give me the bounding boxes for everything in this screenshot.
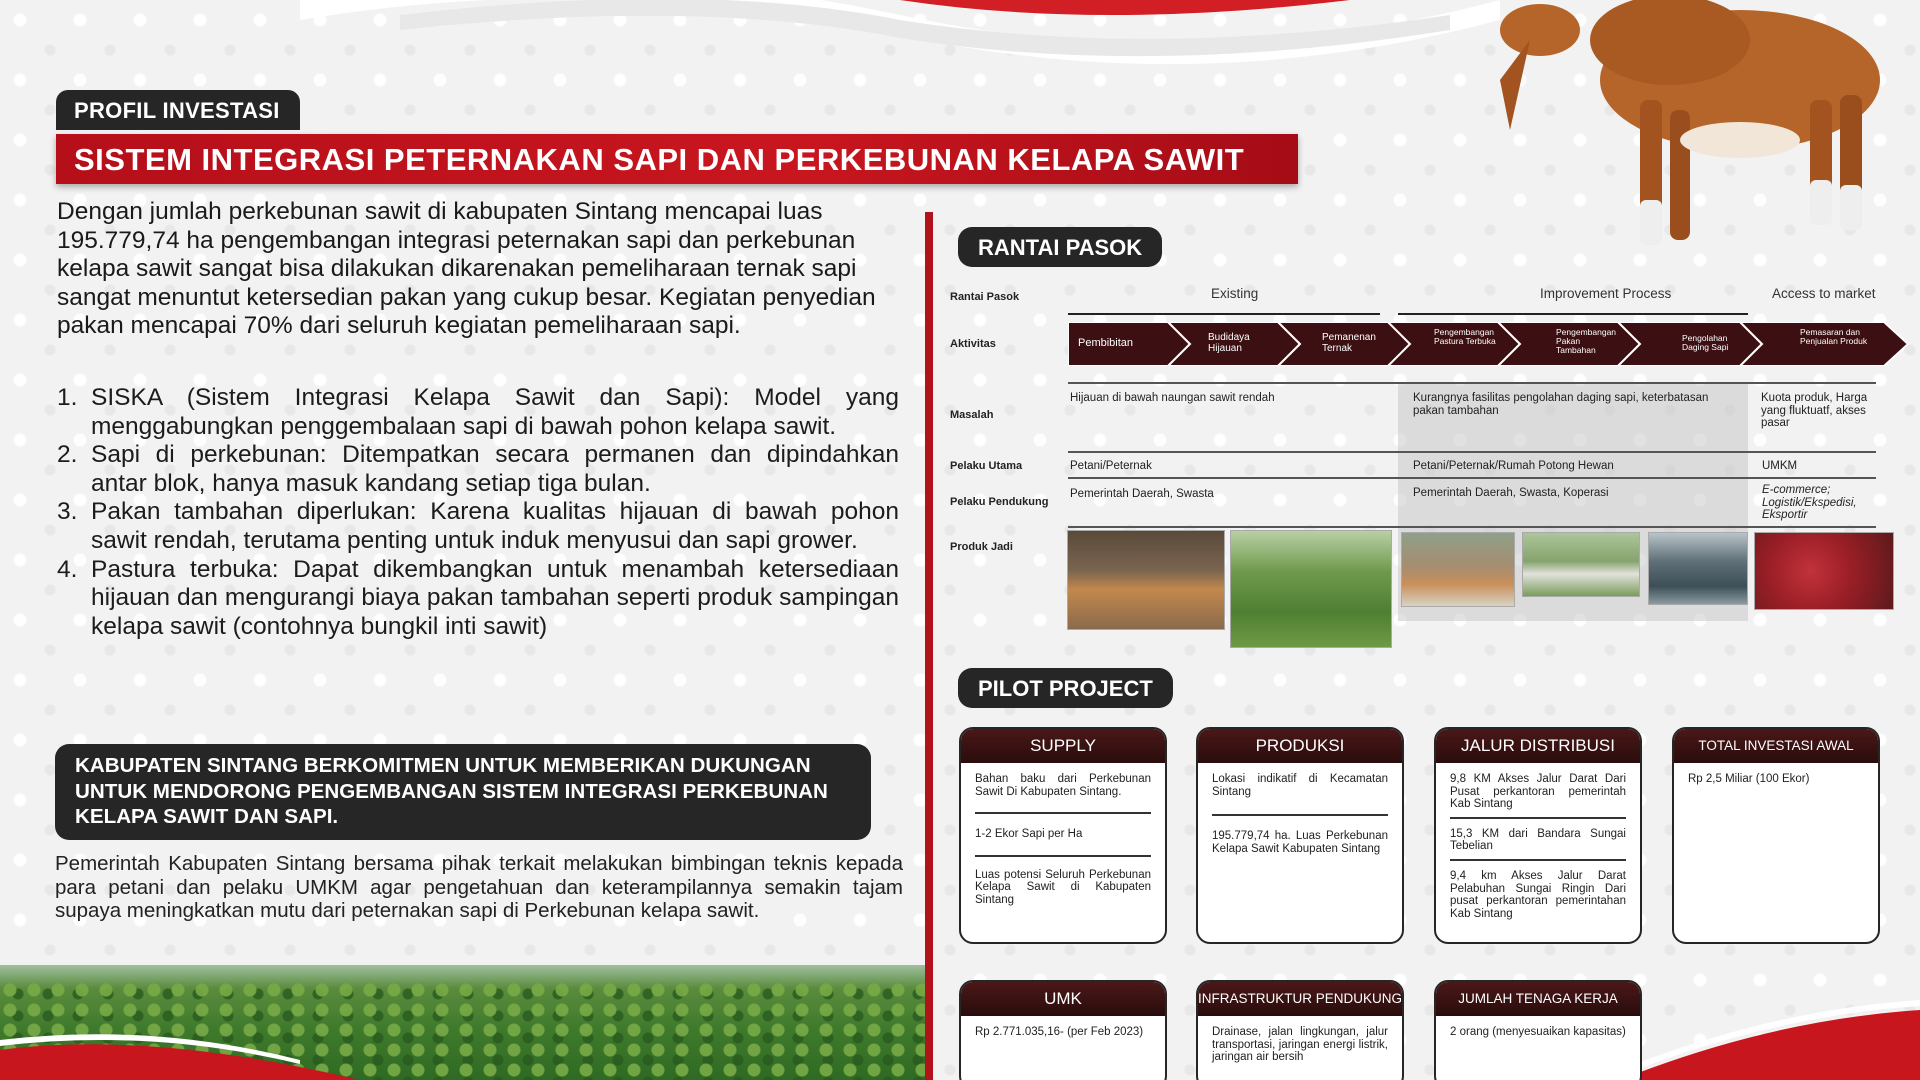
- beef-meat-photo: [1754, 532, 1894, 610]
- problem-market: Kuota produk, Harga yang fluktuatf, akses pasar: [1761, 392, 1868, 429]
- activity-label: Budidaya Hijauan: [1208, 332, 1250, 354]
- feedlot-photo: [1401, 532, 1515, 607]
- row-divider: [1068, 382, 1876, 384]
- card-text: Luas potensi Seluruh Perkebunan Kelapa Sawit di Kabupaten Sintang: [975, 868, 1151, 906]
- row-label-activity: Aktivitas: [950, 338, 996, 350]
- card-title: UMK: [961, 982, 1165, 1016]
- card-title: PRODUKSI: [1198, 729, 1402, 763]
- list-number: 1.: [57, 384, 78, 411]
- card-text: Drainase, jalan lingkungan, jalur transportasi, jaringan energi listrik, jaringan air bersih: [1212, 1026, 1388, 1064]
- profile-tag: PROFIL INVESTASI: [56, 90, 300, 130]
- workforce-card: [1434, 980, 1642, 1080]
- list-text: Sapi di perkebunan: Ditempatkan secara permanen dan dipindahkan antar blok, hanya masuk kandang setiap tiga bulan.: [91, 441, 899, 497]
- list-item: [57, 384, 899, 441]
- page-title: SISTEM INTEGRASI PETERNAKAN SAPI DAN PERKEBUNAN KELAPA SAWIT: [56, 134, 1298, 184]
- support-actor-market: E-commerce; Logistik/Ekspedisi, Eksportir: [1762, 484, 1857, 521]
- activity-label: Pemanenan Ternak: [1322, 332, 1376, 354]
- pilot-project-heading: PILOT PROJECT: [958, 668, 1173, 708]
- flag-ribbon-bottom-right: [1620, 990, 1920, 1080]
- cow-image: [1440, 0, 1920, 270]
- row-divider: [1068, 477, 1876, 479]
- distribution-card: [1434, 727, 1642, 944]
- problem-improvement: Kurangnya fasilitas pengolahan daging sapi, keterbatasan pakan tambahan: [1413, 392, 1709, 417]
- card-text: 2 orang (menyesuaikan kapasitas): [1450, 1026, 1626, 1038]
- support-actor-existing: Pemerintah Daerah, Swasta: [1070, 488, 1214, 500]
- flag-ribbon-bottom-left: [0, 1030, 360, 1080]
- card-divider: [1450, 817, 1626, 819]
- card-text: Bahan baku dari Perkebunan Sawit Di Kabupaten Sintang.: [975, 773, 1151, 798]
- card-divider: [975, 812, 1151, 814]
- row-label-main-actor: Pelaku Utama: [950, 460, 1023, 472]
- card-title: SUPPLY: [961, 729, 1165, 763]
- production-card: [1196, 727, 1404, 944]
- row-divider: [1068, 451, 1876, 453]
- row-label-problem: Masalah: [950, 409, 994, 421]
- list-item: [57, 498, 899, 555]
- card-divider: [975, 855, 1151, 857]
- card-text: Rp 2,5 Miliar (100 Ekor): [1688, 773, 1810, 785]
- closing-paragraph: Pemerintah Kabupaten Sintang bersama pihak terkait melakukan bimbingan teknis kepada para petani dan pelaku UMKM agar pengetahuan dan keterampilannya semakin tajam supaya meningkatkan mutu dari peternakan sapi di Perkebunan kelapa sawit.: [55, 852, 903, 923]
- flag-ribbon: [300, 0, 1500, 90]
- card-text: 9,4 km Akses Jalur Darat Pelabuhan Sungai Ringin Dari pusat perkantoran pemerintahan Kab Sintang: [1450, 869, 1626, 920]
- list-number: 4.: [57, 555, 78, 583]
- phase-line-existing: [1068, 313, 1380, 315]
- cow-field-photo: [1230, 530, 1392, 648]
- card-text: 15,3 KM dari Bandara Sungai Tebelian: [1450, 827, 1626, 853]
- list-text: Pastura terbuka: Dapat dikembangkan untuk menambah ketersediaan hijauan dan mengurangi biaya pakan tambahan seperti produk sampingan kelapa sawit (contohnya bungkil inti sawit): [91, 555, 899, 640]
- card-divider: [1212, 814, 1388, 816]
- problem-existing: Hijauan di bawah naungan sawit rendah: [1070, 392, 1275, 404]
- activity-label: Pengembangan Pakan Tambahan: [1556, 327, 1617, 355]
- slaughterhouse-photo: [1648, 532, 1748, 605]
- investment-card: [1672, 727, 1880, 944]
- cow-barn-photo: [1067, 530, 1225, 630]
- commitment-banner: KABUPATEN SINTANG BERKOMITMEN UNTUK MEMBERIKAN DUKUNGAN UNTUK MENDORONG PENGEMBANGAN SISTEM INTEGRASI PERKEBUNAN KELAPA SAWIT DAN SAPI.: [55, 744, 871, 840]
- phase-market: Access to market: [1772, 286, 1876, 301]
- activity-label: Pengolahan Daging Sapi: [1682, 333, 1729, 352]
- phase-line-improvement: [1398, 313, 1748, 315]
- card-text: 9,8 KM Akses Jalur Darat Dari Pusat perkantoran pemerintah Kab Sintang: [1450, 773, 1626, 811]
- list-item: [57, 556, 899, 642]
- card-text: Rp 2.771.035,16- (per Feb 2023): [975, 1026, 1144, 1038]
- pasture-photo: [1522, 532, 1640, 597]
- siska-list: [57, 384, 899, 641]
- list-number: 3.: [57, 498, 78, 526]
- card-text: 1-2 Ekor Sapi per Ha: [975, 828, 1083, 841]
- card-title: JUMLAH TENAGA KERJA: [1436, 982, 1640, 1016]
- card-title: INFRASTRUKTUR PENDUKUNG: [1198, 982, 1402, 1016]
- row-label-support-actor: Pelaku Pendukung: [950, 496, 1049, 508]
- card-text: 195.779,74 ha. Luas Perkebunan Kelapa Sawit Kabupaten Sintang: [1212, 830, 1388, 855]
- infrastructure-card: [1196, 980, 1404, 1080]
- row-label-product: Produk Jadi: [950, 541, 1013, 553]
- list-text: SISKA (Sistem Integrasi Kelapa Sawit dan Sapi): Model yang menggabungkan penggembalaan sapi di bawah pohon kelapa sawit.: [91, 384, 899, 440]
- phase-existing: Existing: [1211, 286, 1259, 301]
- main-actor-market: UMKM: [1762, 460, 1798, 472]
- activity-chevrons: [1068, 322, 1910, 366]
- card-title: TOTAL INVESTASI AWAL: [1674, 729, 1878, 763]
- supply-card: [959, 727, 1167, 944]
- row-divider: [1068, 526, 1876, 528]
- activity-label: Pengembangan Pastura Terbuka: [1434, 327, 1496, 346]
- list-text: Pakan tambahan diperlukan: Karena kualitas hijauan di bawah pohon sawit rendah, terutama penting untuk induk menyusui dan sapi grower.: [91, 498, 899, 554]
- card-divider: [1450, 859, 1626, 861]
- card-title: JALUR DISTRIBUSI: [1436, 729, 1640, 763]
- phase-improvement: Improvement Process: [1540, 286, 1672, 301]
- card-text: Lokasi indikatif di Kecamatan Sintang: [1212, 773, 1388, 798]
- column-divider: [925, 212, 933, 1080]
- list-number: 2.: [57, 441, 78, 469]
- support-actor-improvement: Pemerintah Daerah, Swasta, Koperasi: [1413, 487, 1609, 499]
- supply-chain-heading: RANTAI PASOK: [958, 227, 1162, 267]
- main-actor-improvement: Petani/Peternak/Rumah Potong Hewan: [1413, 460, 1614, 472]
- intro-paragraph: Dengan jumlah perkebunan sawit di kabupaten Sintang mencapai luas 195.779,74 ha pengembangan integrasi peternakan sapi dan perkebunan kelapa sawit sangat bisa dilakukan dikarenakan pemeliharaan ternak sapi sangat menuntut ketersedian pakan yang cukup besar. Kegiatan penyedian pakan mencapai 70% dari seluruh kegiatan pemeliharaan sapi.: [57, 198, 876, 340]
- main-actor-existing: Petani/Peternak: [1070, 460, 1152, 472]
- row-label-supply-chain: Rantai Pasok: [950, 291, 1020, 303]
- activity-label: Pembibitan: [1078, 337, 1134, 349]
- activity-label: Pemasaran dan Penjualan Produk: [1800, 327, 1868, 346]
- list-item: [57, 441, 899, 498]
- wage-card: [959, 980, 1167, 1080]
